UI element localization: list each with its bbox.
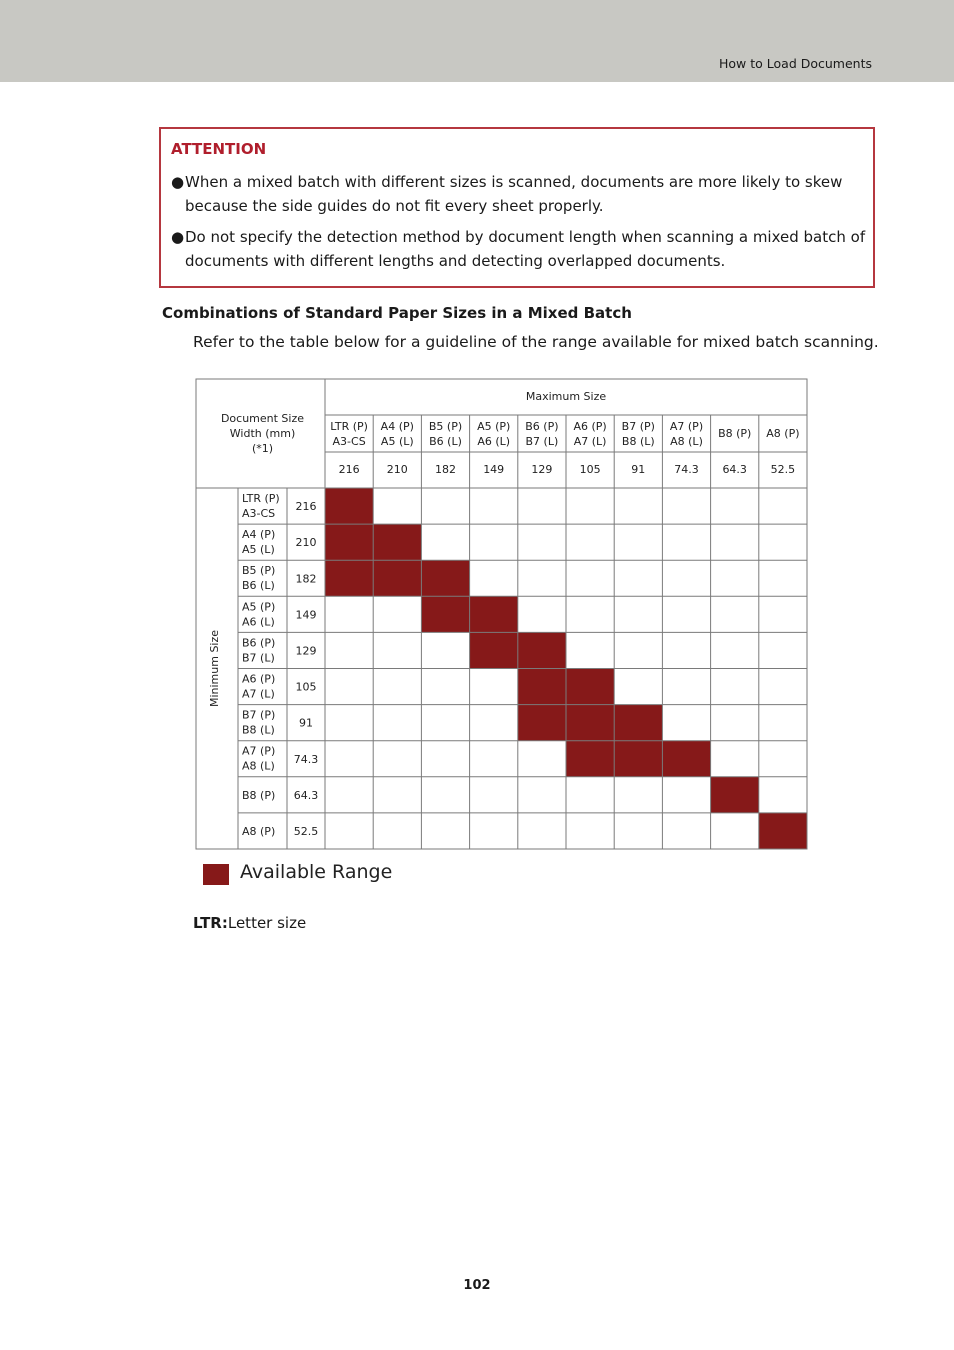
available-cell bbox=[711, 777, 759, 813]
column-width-value: 105 bbox=[579, 463, 601, 476]
column-header-label: A3-CS bbox=[332, 435, 366, 448]
row-header-label: A4 (P) bbox=[242, 528, 276, 542]
column-header-label: A6 (L) bbox=[477, 435, 511, 448]
row-width-value: 105 bbox=[295, 680, 317, 694]
bullet-icon: ● bbox=[171, 173, 185, 191]
column-header-label: A8 (L) bbox=[670, 435, 703, 448]
footnote-term: LTR: bbox=[193, 914, 228, 932]
available-cell bbox=[470, 596, 518, 632]
column-width-value: 210 bbox=[386, 463, 408, 476]
column-header-label: B5 (P) bbox=[428, 420, 463, 433]
maximum-size-header: Maximum Size bbox=[525, 390, 607, 403]
attention-item-text: When a mixed batch with different sizes is scanned, documents are more likely to skew because the side guides do not fit every sheet properly. bbox=[185, 173, 843, 215]
row-width-value: 64.3 bbox=[293, 788, 319, 802]
row-header-label: A7 (L) bbox=[242, 687, 275, 701]
available-cell bbox=[470, 632, 518, 668]
footnote bbox=[193, 914, 306, 932]
row-header-label: A5 (P) bbox=[242, 600, 276, 614]
column-header-label: A7 (P) bbox=[669, 420, 704, 433]
column-header-label: A6 (P) bbox=[573, 420, 607, 433]
attention-item bbox=[171, 225, 867, 273]
column-header-label: A5 (P) bbox=[477, 420, 511, 433]
row-header-label: B6 (L) bbox=[242, 579, 275, 593]
row-width-value: 91 bbox=[299, 716, 313, 730]
bullet-icon: ● bbox=[171, 228, 185, 246]
column-header-label: B7 (P) bbox=[621, 420, 655, 433]
column-header-label: LTR (P) bbox=[330, 420, 368, 433]
row-header-label: A3-CS bbox=[242, 507, 276, 520]
column-header-label: B8 (L) bbox=[621, 435, 655, 448]
column-width-value: 52.5 bbox=[770, 463, 796, 476]
row-header-label: A8 (L) bbox=[242, 759, 275, 773]
column-header-label: A7 (L) bbox=[573, 435, 607, 448]
section-title: Combinations of Standard Paper Sizes in a Mixed Batch bbox=[162, 304, 632, 322]
available-cell bbox=[421, 596, 469, 632]
row-header-label: B8 (L) bbox=[242, 723, 275, 737]
available-cell bbox=[518, 669, 566, 705]
available-cell bbox=[614, 705, 662, 741]
column-width-value: 74.3 bbox=[674, 463, 699, 476]
row-header-label: B7 (P) bbox=[242, 708, 276, 722]
attention-box bbox=[159, 127, 875, 288]
row-header-label: B5 (P) bbox=[242, 564, 276, 578]
column-width-value: 91 bbox=[631, 463, 646, 476]
legend-swatch bbox=[203, 864, 229, 885]
row-header-label: A6 (L) bbox=[242, 615, 275, 629]
row-width-value: 52.5 bbox=[293, 824, 319, 838]
available-cell bbox=[614, 741, 662, 777]
row-header-label: B8 (P) bbox=[242, 788, 276, 802]
row-width-value: 129 bbox=[295, 644, 317, 658]
column-header-label: A4 (P) bbox=[380, 420, 414, 433]
available-cell bbox=[759, 813, 807, 849]
available-cell bbox=[566, 741, 614, 777]
available-cell bbox=[518, 632, 566, 668]
column-width-value: 182 bbox=[435, 463, 456, 476]
column-header-label: A5 (L) bbox=[380, 435, 414, 448]
column-width-value: 64.3 bbox=[722, 463, 747, 476]
row-header-label: A6 (P) bbox=[242, 672, 276, 686]
section-intro: Refer to the table below for a guideline of the range available for mixed batch scanning. bbox=[193, 333, 879, 351]
corner-label: Document Size bbox=[220, 412, 305, 425]
available-cell bbox=[373, 560, 421, 596]
attention-item-text: Do not specify the detection method by document length when scanning a mixed batch of documents with different lengths and detecting overlapped documents. bbox=[185, 228, 866, 270]
page-number: 102 bbox=[463, 1278, 491, 1293]
row-width-value: 182 bbox=[295, 572, 317, 586]
column-header-label: B6 (P) bbox=[525, 420, 559, 433]
row-width-value: 210 bbox=[295, 536, 317, 550]
column-header-label: B6 (L) bbox=[429, 435, 462, 448]
attention-item bbox=[171, 170, 867, 218]
paper-size-combination-table bbox=[190, 372, 814, 856]
column-header-label: B7 (L) bbox=[525, 435, 559, 448]
available-cell bbox=[325, 524, 373, 560]
minimum-size-header: Minimum Size bbox=[208, 629, 221, 708]
row-header-label: A7 (P) bbox=[242, 744, 276, 758]
row-width-value: 74.3 bbox=[293, 752, 319, 766]
running-header-title: How to Load Documents bbox=[719, 56, 872, 71]
column-width-value: 216 bbox=[338, 463, 360, 476]
row-header-label: B6 (P) bbox=[242, 636, 276, 650]
available-cell bbox=[325, 488, 373, 524]
row-header-label: A8 (P) bbox=[242, 824, 276, 838]
available-cell bbox=[421, 560, 469, 596]
column-header-label: A8 (P) bbox=[766, 427, 800, 440]
row-header-label: LTR (P) bbox=[242, 492, 280, 505]
row-header-label: B7 (L) bbox=[242, 651, 275, 665]
available-cell bbox=[518, 705, 566, 741]
legend-label: Available Range bbox=[240, 861, 393, 883]
column-width-value: 149 bbox=[483, 463, 505, 476]
footnote-text: Letter size bbox=[227, 914, 307, 932]
available-cell bbox=[566, 669, 614, 705]
corner-label: (*1) bbox=[251, 442, 274, 455]
available-cell bbox=[325, 560, 373, 596]
row-width-value: 216 bbox=[295, 500, 317, 514]
available-cell bbox=[373, 524, 421, 560]
attention-title: ATTENTION bbox=[171, 140, 267, 158]
row-header-label: A5 (L) bbox=[242, 543, 275, 557]
column-width-value: 129 bbox=[531, 463, 553, 476]
available-cell bbox=[566, 705, 614, 741]
column-header-label: B8 (P) bbox=[718, 427, 752, 440]
corner-label: Width (mm) bbox=[229, 427, 296, 440]
available-cell bbox=[662, 741, 710, 777]
row-width-value: 149 bbox=[295, 608, 317, 622]
